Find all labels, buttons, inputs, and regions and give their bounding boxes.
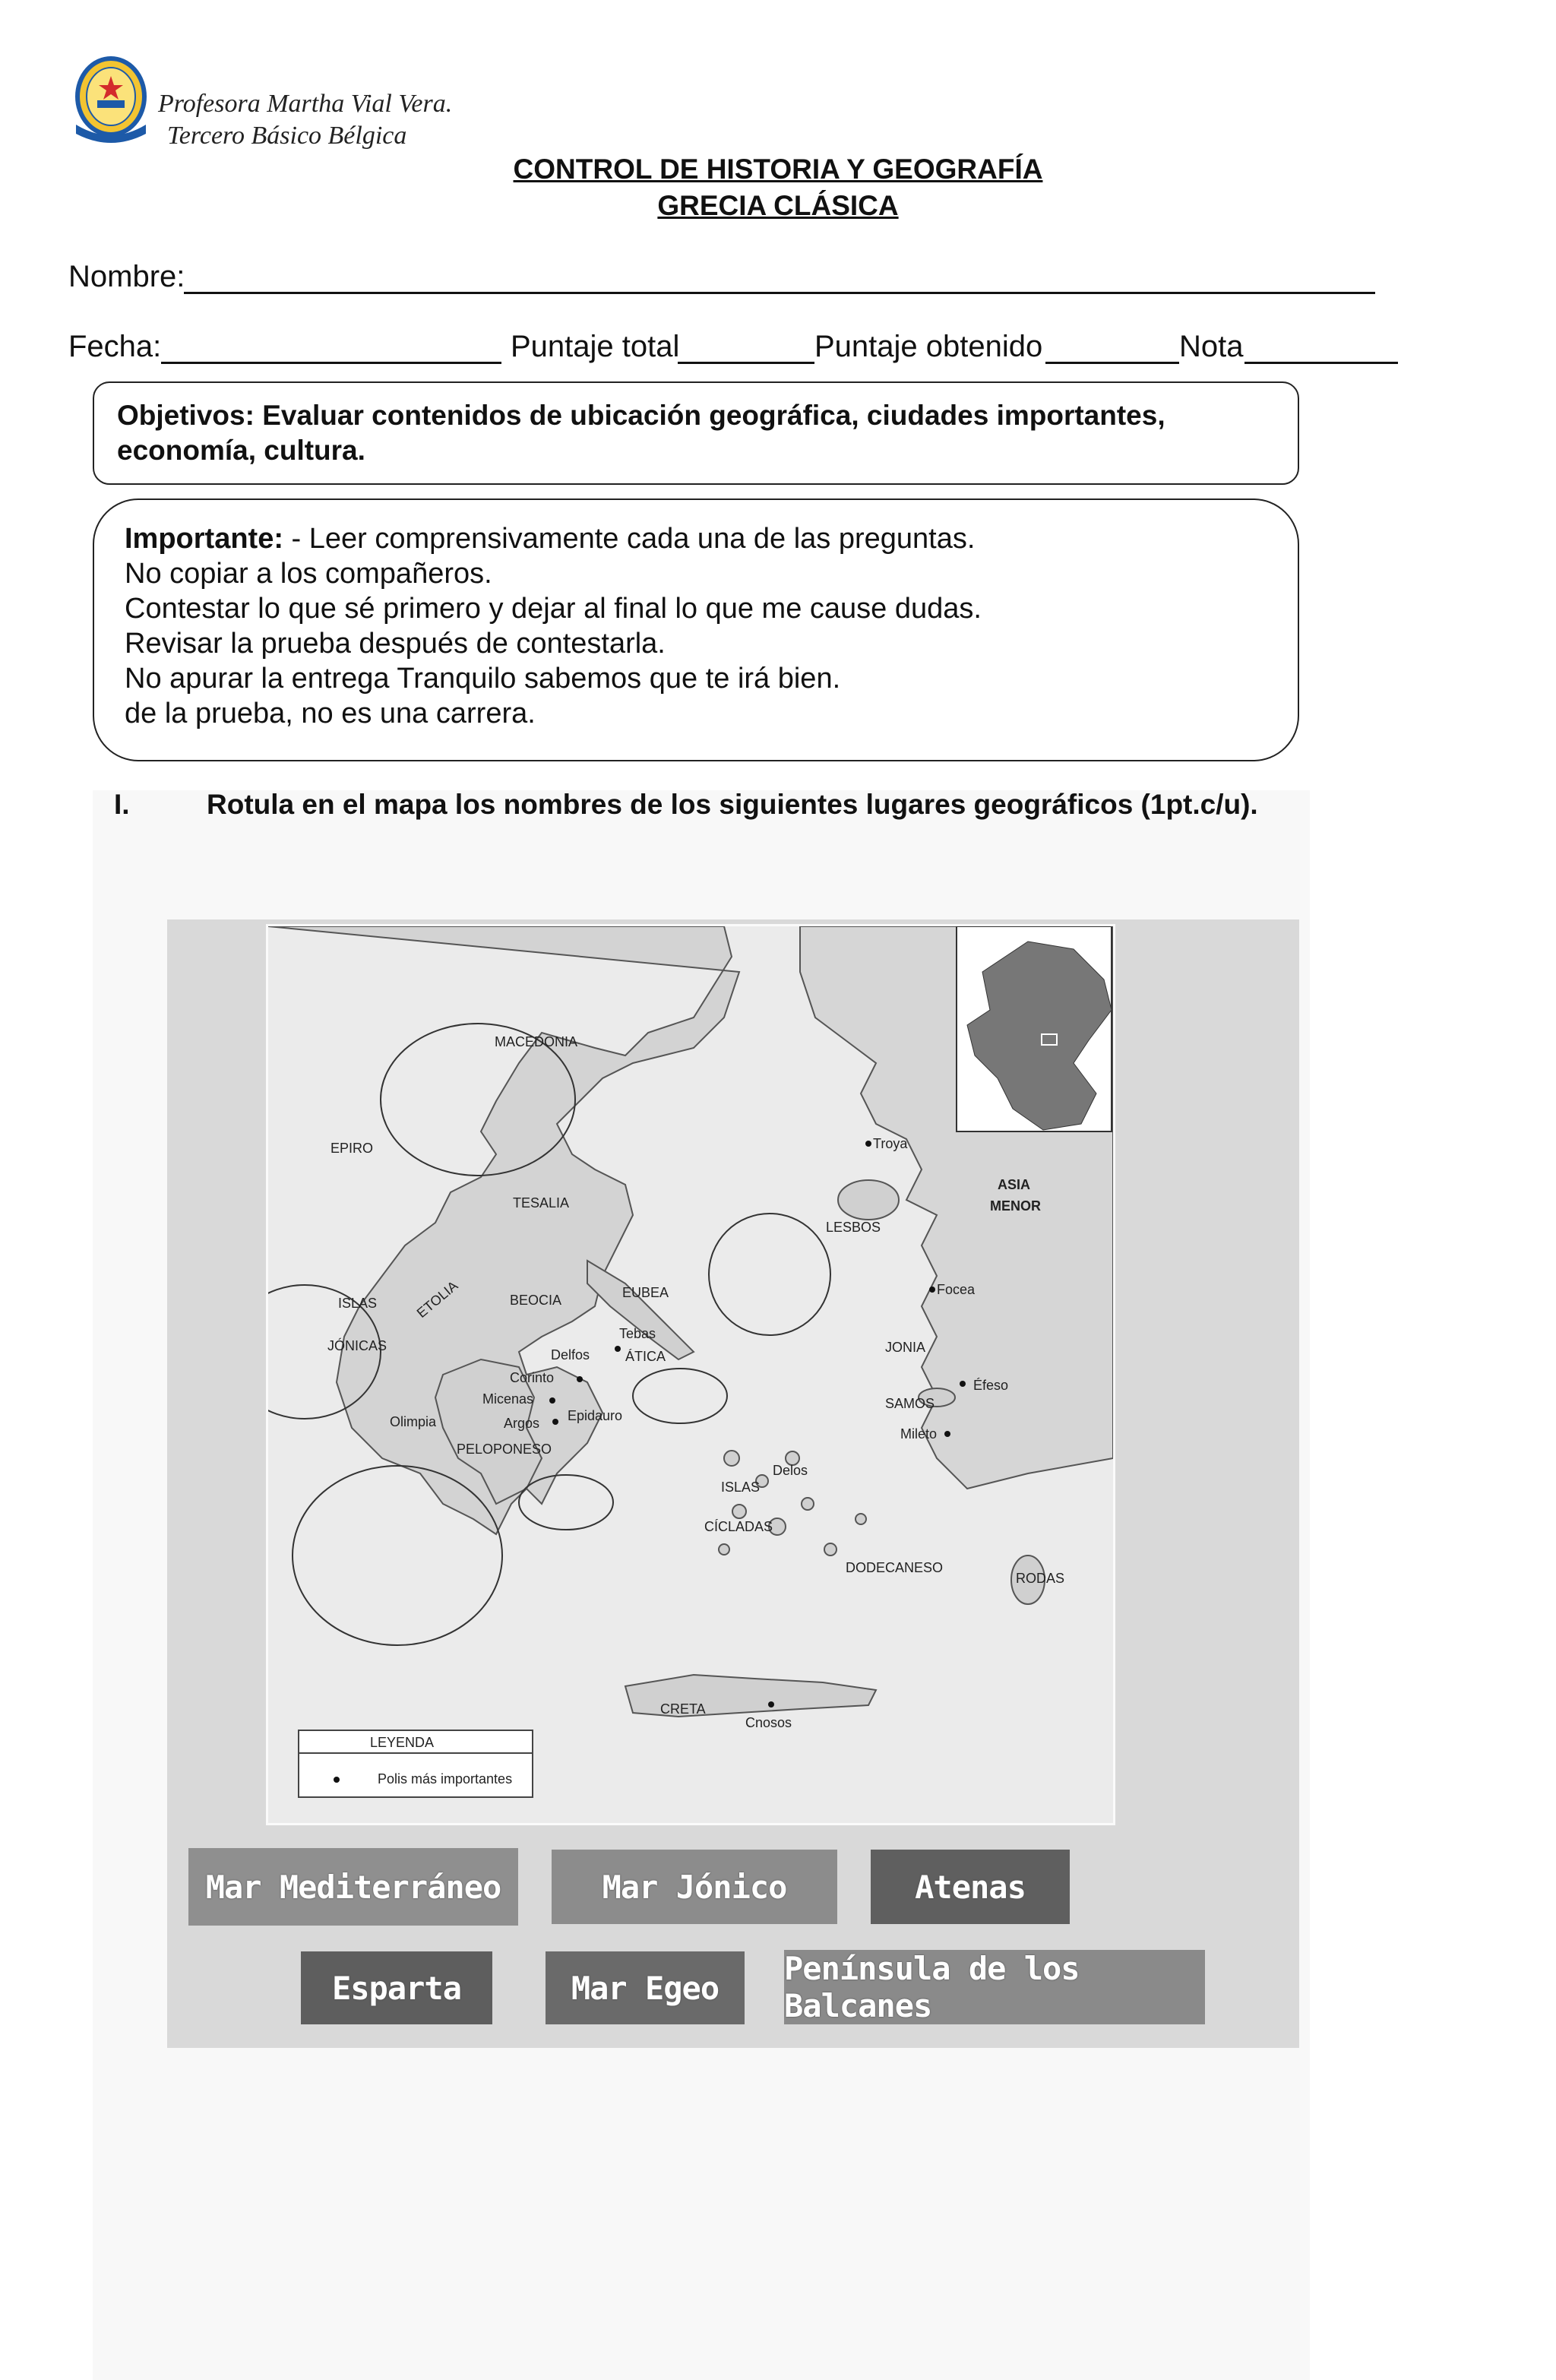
nombre-label: Nombre: bbox=[68, 260, 185, 293]
map-label-creta: CRETA bbox=[660, 1701, 706, 1717]
label-card-peninsula-balcanes[interactable]: Península de los Balcanes bbox=[784, 1950, 1205, 2024]
euboea bbox=[587, 1261, 694, 1359]
map-label-islas-cicladas-2: CÍCLADAS bbox=[704, 1519, 773, 1534]
map-label-epiro: EPIRO bbox=[330, 1141, 374, 1156]
puntaje-total-label: Puntaje total bbox=[511, 330, 680, 363]
puntaje-total-field[interactable] bbox=[678, 362, 814, 364]
map-label-efeso: Éfeso bbox=[973, 1378, 1009, 1393]
map-label-focea: Focea bbox=[937, 1282, 976, 1297]
fecha-field[interactable] bbox=[161, 362, 501, 364]
map-label-olimpia: Olimpia bbox=[390, 1414, 437, 1429]
exam-title: CONTROL DE HISTORIA Y GEOGRAFÍA bbox=[513, 153, 1043, 185]
objetivos-box bbox=[93, 381, 1299, 485]
map-label-rodas: RODAS bbox=[1016, 1571, 1065, 1586]
map-label-samos: SAMOS bbox=[885, 1396, 935, 1411]
importante-line-4: Revisar la prueba después de contestarla. bbox=[125, 628, 666, 660]
section-instruction: Rotula en el mapa los nombres de los siguientes lugares geográficos (1pt.c/u). bbox=[207, 789, 1258, 820]
teacher-name: Profesora Martha Vial Vera. bbox=[158, 90, 453, 118]
importante-line-5: No apurar la entrega Tranquilo sabemos que te irá bien. bbox=[125, 663, 841, 695]
map-label-mileto: Mileto bbox=[900, 1426, 938, 1442]
map-label-argos: Argos bbox=[504, 1416, 540, 1431]
nota-label: Nota bbox=[1179, 330, 1244, 363]
map-label-beocia: BEOCIA bbox=[510, 1293, 562, 1308]
map-label-jonia: JONIA bbox=[885, 1340, 926, 1355]
nombre-field[interactable] bbox=[184, 292, 1375, 294]
importante-label: Importante: bbox=[125, 523, 283, 555]
map-label-menor: MENOR bbox=[990, 1198, 1041, 1214]
importante-line-6: de la prueba, no es una carrera. bbox=[125, 698, 536, 730]
lesbos-island bbox=[838, 1180, 899, 1220]
label-card-mar-egeo[interactable]: Mar Egeo bbox=[546, 1951, 745, 2024]
section-number: I. bbox=[114, 789, 130, 820]
legend-title: LEYENDA bbox=[370, 1735, 435, 1750]
map-label-cnosos: Cnosos bbox=[745, 1715, 792, 1730]
map-label-asia: ASIA bbox=[998, 1177, 1031, 1192]
map-label-dodecaneso: DODECANESO bbox=[846, 1560, 944, 1575]
puntaje-obtenido-label: Puntaje obtenido bbox=[814, 330, 1043, 363]
label-card-esparta[interactable]: Esparta bbox=[301, 1951, 492, 2024]
puntaje-obtenido-field[interactable] bbox=[1045, 362, 1179, 364]
importante-line-2: No copiar a los compañeros. bbox=[125, 558, 492, 590]
map-label-tebas: Tebas bbox=[619, 1326, 656, 1341]
map-label-lesbos: LESBOS bbox=[826, 1220, 881, 1235]
greece-map bbox=[266, 924, 1115, 1825]
map-label-epidauro: Epidauro bbox=[568, 1408, 623, 1423]
map-label-islas-jonicas-2: JÓNICAS bbox=[327, 1338, 387, 1353]
map-label-troya: Troya bbox=[873, 1136, 908, 1151]
fecha-label: Fecha: bbox=[68, 330, 162, 363]
objetivos-text-2: economía, cultura. bbox=[117, 435, 365, 466]
label-card-mar-jonico[interactable]: Mar Jónico bbox=[552, 1850, 837, 1924]
importante-line-3: Contestar lo que sé primero y dejar al final lo que me cause dudas. bbox=[125, 593, 982, 625]
map-label-delfos: Delfos bbox=[551, 1347, 590, 1362]
importante-box bbox=[93, 498, 1299, 761]
exam-subtitle: GRECIA CLÁSICA bbox=[657, 190, 899, 221]
label-card-atenas[interactable]: Atenas bbox=[871, 1850, 1070, 1924]
map-label-macedonia: MACEDONIA bbox=[495, 1034, 578, 1049]
map-label-islas-cicladas-1: ISLAS bbox=[721, 1480, 761, 1495]
map-label-atica: ÁTICA bbox=[625, 1349, 666, 1364]
map-label-islas-jonicas-1: ISLAS bbox=[338, 1296, 378, 1311]
label-card-mar-mediterraneo[interactable]: Mar Mediterráneo bbox=[188, 1848, 518, 1926]
nota-field[interactable] bbox=[1244, 362, 1398, 364]
map-label-micenas: Micenas bbox=[482, 1391, 534, 1407]
legend-item: Polis más importantes bbox=[378, 1771, 513, 1787]
map-label-peloponeso: PELOPONESO bbox=[457, 1442, 552, 1457]
course-name: Tercero Básico Bélgica bbox=[167, 122, 407, 150]
map-label-delos: Delos bbox=[773, 1463, 808, 1478]
map-label-eubea: EUBEA bbox=[622, 1285, 669, 1300]
school-logo bbox=[73, 55, 149, 146]
objetivos-text-1: Objetivos: Evaluar contenidos de ubicación geográfica, ciudades importantes, bbox=[117, 400, 1165, 431]
map-label-corinto: Corinto bbox=[510, 1370, 555, 1385]
map-label-etolia: ETOLIA bbox=[413, 1277, 461, 1321]
map-label-tesalia: TESALIA bbox=[513, 1195, 570, 1211]
importante-line-1: - Leer comprensivamente cada una de las preguntas. bbox=[283, 523, 976, 555]
